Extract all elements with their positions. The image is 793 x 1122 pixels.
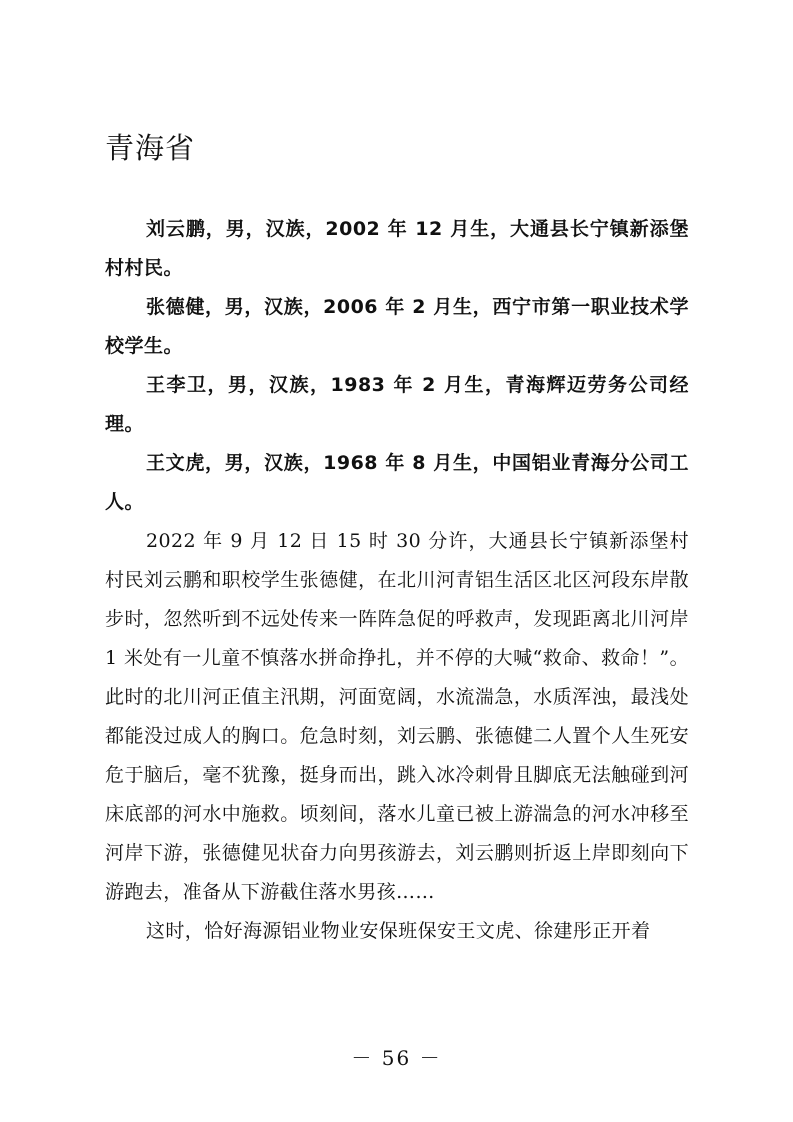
section-heading: 青海省 — [105, 131, 196, 165]
person-entry-wang-liwei: 王李卫，男，汉族，1983 年 2 月生，青海辉迈劳务公司经理。 — [105, 374, 689, 435]
person-entry-zhang-dejian: 张德健，男，汉族，2006 年 2 月生，西宁市第一职业技术学校学生。 — [105, 296, 689, 357]
person-entry-liu-yunpeng: 刘云鹏，男，汉族，2002 年 12 月生，大通县长宁镇新添堡村村民。 — [105, 218, 689, 279]
person-entry-wang-wenhu: 王文虎，男，汉族，1968 年 8 月生，中国铝业青海分公司工人。 — [105, 452, 689, 513]
narrative-paragraph: 2022 年 9 月 12 日 15 时 30 分许，大通县长宁镇新添堡村村民刘云鹏和职校学生张德健，在北川河青铝生活区北区河段东岸散步时，忽然听到不远处传来一阵阵急促的呼救声，发现距离北川河岸 1 米处有一儿童不慎落水拼命挣扎，并不停的大喊“救命、救命！”。此时的北川河正值主汛期，河面宽阔，水流湍急，水质浑浊，最浅处都能没过成人的胸口。危急时刻，刘云鹏、张德健二人置个人生死安危于脑后，毫不犹豫，挺身而出，跳入冰冷刺骨且脚底无法触碰到河床底部的河水中施救。顷刻间，落水儿童已被上游湍急的河水冲移至河岸下游，张德健见状奋力向男孩游去，刘云鹏则折返上岸即刻向下游跑去，准备从下游截住落水男孩…… — [105, 530, 689, 903]
page-number: － 56 － — [351, 1046, 442, 1070]
document-body — [105, 210, 689, 951]
narrative-paragraph: 这时，恰好海源铝业物业安保班保安王文虎、徐建彤正开着 — [146, 920, 651, 942]
